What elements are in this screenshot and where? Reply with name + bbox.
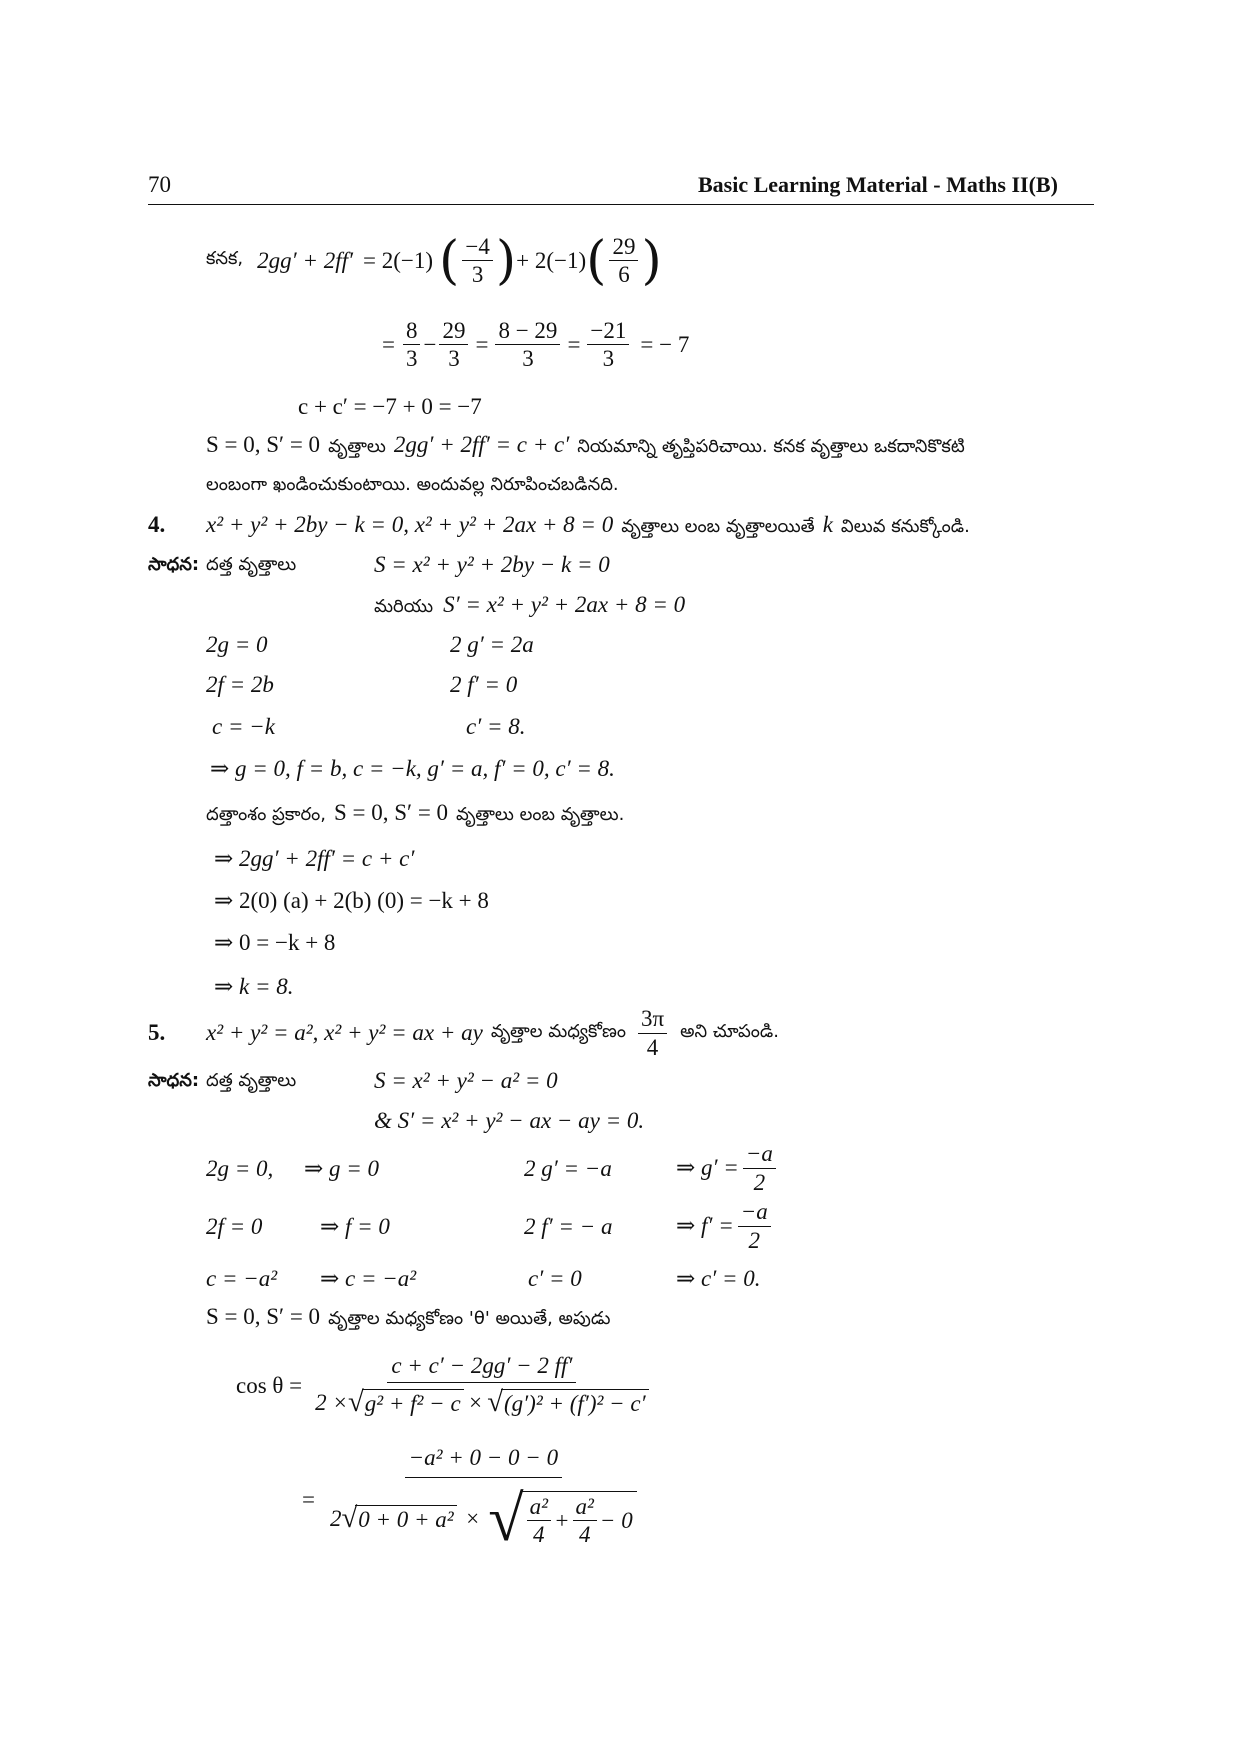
fraction-29-3: $\frac{29}{3}$ — [439, 318, 468, 372]
lead-word: కనక, — [206, 248, 244, 270]
given-text: దత్తాంశం ప్రకారం, — [206, 804, 326, 825]
cos-numerator: c + c′ − 2gg′ − 2 ff′ — [387, 1353, 576, 1383]
rhs-part-1: = 2(−1) — [363, 247, 434, 273]
given-condition-line — [206, 800, 624, 829]
substituted-denominator: 2 √ 0 + 0 + a² × √ $\frac{\text{a²}}{4}$ + $\frac{\text{a²}}{4}$ − 0 — [327, 1478, 640, 1555]
header-rule — [148, 204, 1094, 205]
step-4: ⇒ k = 8. — [214, 974, 294, 999]
question-5-text — [206, 1002, 779, 1064]
cos-theta-lhs: cos θ = — [236, 1373, 303, 1398]
substituted-numerator: −a² + 0 − 0 − 0 — [405, 1445, 562, 1477]
angle-text: వృత్తాల మధ్యకోణం 'θ' అయితే, అపుడు — [328, 1308, 611, 1329]
equals-sign: = — [302, 1487, 315, 1512]
fraction-29-6: $\frac{29}{6}$ — [609, 234, 638, 288]
question-4-text — [206, 512, 970, 541]
row-2f: 2f = 0 — [206, 1214, 263, 1239]
row-c: c = −a² — [206, 1266, 278, 1291]
row-c-prime-value: ⇒ c′ = 0. — [676, 1266, 761, 1291]
angle-math: S = 0, S′ = 0 — [206, 1304, 321, 1329]
row-2g: 2g = 0 — [206, 632, 268, 657]
question-5-equations: x² + y² = a², x² + y² = ax + ay — [206, 1020, 483, 1045]
lhs-expression: 2gg′ + 2ff′ — [257, 247, 354, 273]
row-g: ⇒ g = 0 — [304, 1156, 380, 1181]
cos-theta-fraction — [312, 1353, 651, 1419]
equals-sign: = — [382, 331, 395, 357]
and-word: మరియు — [374, 596, 434, 617]
substituted-fraction — [327, 1445, 640, 1554]
row-c-prime: c′ = 8. — [466, 714, 526, 739]
circle-S-prime: & S′ = x² + y² − ax − ay = 0. — [374, 1108, 645, 1133]
circle-S: S = x² + y² + 2by − k = 0 — [374, 552, 610, 577]
given-circles-label: దత్త వృత్తాలు — [206, 1070, 297, 1091]
circles-math: S = 0, S′ = 0 — [206, 432, 321, 457]
fraction-neg-a-2: $\frac{-a}{2}$ — [743, 1141, 776, 1195]
fraction-neg-a-2: $\frac{-a}{2}$ — [738, 1199, 771, 1253]
implies-values-line: ⇒ g = 0, f = b, c = −k, g′ = a, f′ = 0, c′ = 8. — [210, 756, 615, 781]
given-circles-label: దత్త వృత్తాలు — [206, 554, 297, 575]
step-2: ⇒ 2(0) (a) + 2(b) (0) = −k + 8 — [214, 888, 489, 913]
c-plus-c-prime-line: c + c′ = −7 + 0 = −7 — [298, 394, 482, 419]
row-c-prime: c′ = 0 — [528, 1266, 582, 1291]
variable-k: k — [822, 512, 833, 537]
row-2f-prime: 2 f′ = − a — [524, 1214, 613, 1239]
row-2g: 2g = 0, — [206, 1156, 274, 1181]
page-number: 70 — [148, 172, 171, 197]
question-4-equations: x² + y² + 2by − k = 0, x² + y² + 2ax + 8 = 0 — [206, 512, 614, 537]
minus-sign: − — [423, 331, 437, 357]
paragraph-1-line-1 — [206, 432, 965, 461]
fraction-neg-4-3: $\frac{-4}{3}$ — [462, 234, 492, 288]
solution-label: సాధన: — [148, 554, 200, 575]
rhs-part-2: + 2(−1) — [516, 247, 587, 273]
question-5-text-b: అని చూపండి. — [680, 1020, 779, 1042]
cos-denominator: 2 × √ g² + f² − c × √ (g′)² + (f′)² − c′ — [312, 1383, 651, 1419]
angle-line — [206, 1304, 610, 1333]
row-2g-prime: 2 g′ = −a — [524, 1156, 612, 1181]
fraction-3pi-4: $\frac{3\pi}{4}$ — [638, 1006, 667, 1060]
row-f: ⇒ f = 0 — [320, 1214, 390, 1239]
equals-sign: = — [475, 331, 489, 357]
circle-S-prime-line — [374, 592, 685, 621]
circle-S-prime: S′ = x² + y² + 2ax + 8 = 0 — [443, 592, 686, 617]
fraction-8-3: $\frac{8}{3}$ — [403, 318, 421, 372]
row-2g-prime: 2 g′ = 2a — [450, 632, 534, 657]
row-c: c = −k — [212, 714, 275, 739]
equation-line-1: కనక, 2gg′ + 2ff′ = 2(−1) ( $\frac{-4}{3}$ ) + 2(−1) ( $\frac{29}{6}$ ) — [206, 230, 662, 291]
row-c-value: ⇒ c = −a² — [320, 1266, 417, 1291]
question-5-number: 5. — [148, 1020, 166, 1045]
cos-theta-substituted — [302, 1440, 643, 1560]
question-4-number: 4. — [148, 512, 166, 537]
step-3: ⇒ 0 = −k + 8 — [214, 930, 336, 955]
equation-line-2 — [382, 318, 689, 372]
text-circles: వృత్తాలు — [328, 436, 386, 457]
book-title: Basic Learning Material - Maths II(B) — [698, 172, 1058, 197]
question-4-text-a: వృత్తాలు లంబ వృత్తాలయితే — [621, 516, 815, 537]
question-4-text-b: విలువ కనుక్కోండి. — [840, 516, 970, 537]
fraction-neg-21-3: $\frac{-21}{3}$ — [587, 318, 629, 372]
row-2f-prime: 2 f′ = 0 — [450, 672, 518, 697]
g-prime-label: ⇒ g′ = — [676, 1155, 739, 1180]
f-prime-label: ⇒ f′ = — [676, 1213, 734, 1238]
fraction-8-minus-29-3: $\frac{8 - 29}{3}$ — [495, 318, 560, 372]
paragraph-text: నియమాన్ని తృప్తిపరిచాయి. కనక వృత్తాలు ఒకదానికొకటి — [577, 436, 965, 457]
equals-sign: = — [567, 331, 581, 357]
circle-S: S = x² + y² − a² = 0 — [374, 1068, 558, 1093]
given-math: S = 0, S′ = 0 — [333, 800, 449, 825]
step-1: ⇒ 2gg′ + 2ff′ = c + c′ — [214, 846, 415, 871]
question-5-text-a: వృత్తాల మధ్యకోణం — [490, 1020, 626, 1042]
result-value: = − 7 — [640, 331, 690, 357]
cos-theta-formula — [236, 1346, 655, 1426]
row-g-prime-value — [676, 1138, 779, 1198]
solution-label: సాధన: — [148, 1070, 200, 1091]
given-text-2: వృత్తాలు లంబ వృత్తాలు. — [456, 804, 625, 825]
row-2f: 2f = 2b — [206, 672, 274, 697]
row-f-prime-value — [676, 1196, 774, 1256]
orthogonal-condition: 2gg′ + 2ff′ = c + c′ — [393, 432, 570, 457]
paragraph-1-line-2: లంబంగా ఖండించుకుంటాయి. అందువల్ల నిరూపించబడినది. — [206, 474, 619, 495]
